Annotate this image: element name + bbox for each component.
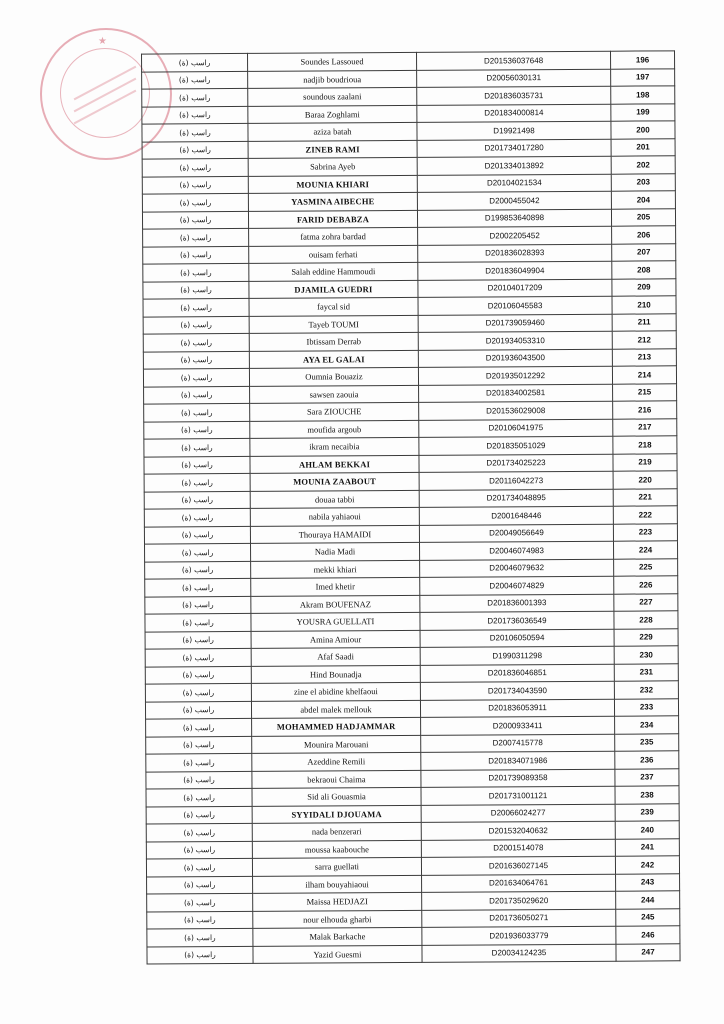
status-cell: راسب (ة) [147, 893, 253, 911]
name-cell: Akram BOUFENAZ [251, 595, 420, 614]
id-cell: D201736050271 [422, 909, 616, 928]
name-cell: sawsen zaouia [250, 385, 419, 404]
row-number-cell: 241 [615, 838, 679, 856]
status-cell: راسب (ة) [145, 701, 251, 719]
row-number-cell: 231 [614, 663, 678, 681]
name-cell: nour elhouda gharbi [253, 910, 422, 929]
id-cell: D2001648446 [419, 506, 613, 525]
name-cell: ikram necaibia [250, 437, 419, 456]
name-cell: moussa kaabouche [252, 840, 421, 859]
name-cell: aziza batah [248, 122, 417, 141]
id-cell: D201936033779 [422, 926, 616, 945]
id-cell: D2000455042 [417, 191, 611, 210]
results-table [141, 50, 681, 964]
name-cell: FARID DEBABZA [248, 210, 417, 229]
row-number-cell: 238 [615, 786, 679, 804]
name-cell: ouisam ferhati [249, 245, 418, 264]
id-cell: D199853640898 [417, 209, 611, 228]
name-cell: Sabrina Ayeb [248, 157, 417, 176]
status-cell: راسب (ة) [146, 806, 252, 824]
row-number-cell: 207 [612, 243, 676, 261]
id-cell: D201836035731 [417, 86, 611, 105]
name-cell: Amina Amiour [251, 630, 420, 649]
row-number-cell: 224 [613, 541, 677, 559]
table-row [147, 943, 680, 964]
id-cell: D201536037648 [417, 51, 611, 70]
name-cell: bekraoui Chaima [252, 770, 421, 789]
id-cell: D201536029008 [419, 401, 613, 420]
row-number-cell: 197 [611, 68, 675, 86]
row-number-cell: 236 [615, 751, 679, 769]
id-cell: D2001514078 [421, 839, 615, 858]
row-number-cell: 226 [614, 576, 678, 594]
row-number-cell: 247 [616, 943, 680, 961]
id-cell: D201734025223 [419, 454, 613, 473]
status-cell: راسب (ة) [144, 386, 250, 404]
status-cell: راسب (ة) [142, 193, 248, 211]
id-cell: D201739089358 [421, 769, 615, 788]
row-number-cell: 235 [615, 733, 679, 751]
row-number-cell: 244 [616, 891, 680, 909]
row-number-cell: 213 [612, 348, 676, 366]
id-cell: D20106050594 [420, 629, 614, 648]
id-cell: D201935012292 [418, 366, 612, 385]
id-cell: D2007415778 [421, 734, 615, 753]
name-cell: Ibtissam Derrab [249, 332, 418, 351]
name-cell: Maissa HEDJAZI [253, 892, 422, 911]
status-cell: راسب (ة) [143, 263, 249, 281]
name-cell: AHLAM BEKKAI [250, 455, 419, 474]
row-number-cell: 219 [613, 453, 677, 471]
name-cell: mekki khiari [251, 560, 420, 579]
id-cell: D201835051029 [419, 436, 613, 455]
row-number-cell: 205 [611, 208, 675, 226]
id-cell: D201334013892 [417, 156, 611, 175]
name-cell: douaa tabbi [250, 490, 419, 509]
status-cell: راسب (ة) [144, 403, 250, 421]
status-cell: راسب (ة) [145, 578, 251, 596]
status-cell: راسب (ة) [142, 123, 248, 141]
id-cell: D201836046851 [420, 664, 614, 683]
row-number-cell: 233 [614, 698, 678, 716]
name-cell: DJAMILA GUEDRI [249, 280, 418, 299]
name-cell: nadjib boudrioua [248, 70, 417, 89]
status-cell: راسب (ة) [143, 246, 249, 264]
name-cell: Soundes Lassoued [248, 52, 417, 71]
row-number-cell: 239 [615, 803, 679, 821]
name-cell: Oumnia Bouaziz [249, 367, 418, 386]
row-number-cell: 243 [616, 873, 680, 891]
status-cell: راسب (ة) [142, 141, 248, 159]
status-cell: راسب (ة) [145, 648, 251, 666]
name-cell: Tayeb TOUMI [249, 315, 418, 334]
name-cell: Malak Barkache [253, 927, 422, 946]
name-cell: Mounira Marouani [252, 735, 421, 754]
row-number-cell: 206 [612, 226, 676, 244]
row-number-cell: 201 [611, 138, 675, 156]
name-cell: YASMINA AIBECHE [248, 192, 417, 211]
status-cell: راسب (ة) [145, 631, 251, 649]
row-number-cell: 204 [611, 191, 675, 209]
status-cell: راسب (ة) [145, 666, 251, 684]
id-cell: D201834000814 [417, 104, 611, 123]
id-cell: D20104021534 [417, 174, 611, 193]
status-cell: راسب (ة) [146, 736, 252, 754]
id-cell: D20046079632 [420, 559, 614, 578]
row-number-cell: 220 [613, 471, 677, 489]
row-number-cell: 228 [614, 611, 678, 629]
id-cell: D20056030131 [417, 69, 611, 88]
name-cell: MOUNIA KHIARI [248, 175, 417, 194]
status-cell: راسب (ة) [143, 316, 249, 334]
status-cell: راسب (ة) [146, 753, 252, 771]
row-number-cell: 216 [613, 401, 677, 419]
status-cell: راسب (ة) [145, 613, 251, 631]
name-cell: zine el abidine khelfaoui [251, 682, 420, 701]
row-number-cell: 218 [613, 436, 677, 454]
name-cell: Yazid Guesmi [253, 945, 422, 964]
row-number-cell: 245 [616, 908, 680, 926]
name-cell: Sara ZIOUCHE [250, 402, 419, 421]
stamp-star-icon: ★ [98, 36, 107, 47]
row-number-cell: 246 [616, 926, 680, 944]
row-number-cell: 211 [612, 313, 676, 331]
row-number-cell: 230 [614, 646, 678, 664]
id-cell: D2000933411 [421, 716, 615, 735]
row-number-cell: 237 [615, 768, 679, 786]
id-cell: D201735029620 [422, 891, 616, 910]
id-cell: D20116042273 [419, 471, 613, 490]
id-cell: D19921498 [417, 121, 611, 140]
status-cell: راسب (ة) [145, 543, 251, 561]
id-cell: D201836028393 [418, 244, 612, 263]
name-cell: nabila yahiaoui [250, 507, 419, 526]
status-cell: راسب (ة) [145, 596, 251, 614]
row-number-cell: 202 [611, 156, 675, 174]
id-cell: D20046074829 [420, 576, 614, 595]
row-number-cell: 222 [613, 506, 677, 524]
name-cell: ZINEB RAMI [248, 140, 417, 159]
name-cell: Hind Bounadja [251, 665, 420, 684]
id-cell: D201739059460 [418, 314, 612, 333]
status-cell: راسب (ة) [144, 491, 250, 509]
status-cell: راسب (ة) [143, 333, 249, 351]
id-cell: D201836001393 [420, 594, 614, 613]
results-table-body [142, 51, 681, 964]
id-cell: D201734043590 [420, 681, 614, 700]
status-cell: راسب (ة) [142, 71, 248, 89]
id-cell: D2002205452 [418, 226, 612, 245]
status-cell: راسب (ة) [146, 788, 252, 806]
results-table-container [141, 50, 662, 960]
status-cell: راسب (ة) [143, 281, 249, 299]
status-cell: راسب (ة) [147, 911, 253, 929]
status-cell: راسب (ة) [146, 718, 252, 736]
row-number-cell: 223 [613, 523, 677, 541]
name-cell: Thouraya HAMAIDI [250, 525, 419, 544]
row-number-cell: 209 [612, 278, 676, 296]
status-cell: راسب (ة) [147, 946, 253, 964]
id-cell: D201934053310 [418, 331, 612, 350]
id-cell: D201634064761 [422, 874, 616, 893]
row-number-cell: 212 [612, 331, 676, 349]
id-cell: D201936043500 [418, 349, 612, 368]
name-cell: YOUSRA GUELLATI [251, 612, 420, 631]
id-cell: D201532040632 [421, 821, 615, 840]
row-number-cell: 225 [614, 558, 678, 576]
status-cell: راسب (ة) [142, 53, 248, 71]
name-cell: ilham bouyahiaoui [253, 875, 422, 894]
id-cell: D1990311298 [420, 646, 614, 665]
name-cell: Imed khetir [251, 577, 420, 596]
id-cell: D20046074983 [419, 541, 613, 560]
row-number-cell: 242 [615, 856, 679, 874]
status-cell: راسب (ة) [143, 228, 249, 246]
name-cell: MOHAMMED HADJAMMAR [252, 717, 421, 736]
id-cell: D201836049904 [418, 261, 612, 280]
row-number-cell: 203 [611, 173, 675, 191]
row-number-cell: 200 [611, 121, 675, 139]
name-cell: Nadia Madi [250, 542, 419, 561]
status-cell: راسب (ة) [144, 508, 250, 526]
row-number-cell: 210 [612, 296, 676, 314]
id-cell: D20104017209 [418, 279, 612, 298]
row-number-cell: 229 [614, 628, 678, 646]
status-cell: راسب (ة) [142, 106, 248, 124]
row-number-cell: 234 [615, 716, 679, 734]
status-cell: راسب (ة) [147, 876, 253, 894]
id-cell: D20049056649 [419, 524, 613, 543]
status-cell: راسب (ة) [142, 88, 248, 106]
row-number-cell: 199 [611, 103, 675, 121]
name-cell: faycal sid [249, 297, 418, 316]
id-cell: D201731001121 [421, 786, 615, 805]
row-number-cell: 196 [610, 51, 674, 69]
status-cell: راسب (ة) [143, 298, 249, 316]
row-number-cell: 208 [612, 261, 676, 279]
status-cell: راسب (ة) [145, 561, 251, 579]
status-cell: راسب (ة) [142, 158, 248, 176]
id-cell: D201836053911 [420, 699, 614, 718]
id-cell: D201736036549 [420, 611, 614, 630]
id-cell: D201636027145 [421, 856, 615, 875]
row-number-cell: 240 [615, 821, 679, 839]
status-cell: راسب (ة) [144, 421, 250, 439]
status-cell: راسب (ة) [146, 858, 252, 876]
name-cell: SYYIDALI DJOUAMA [252, 805, 421, 824]
id-cell: D201734048895 [419, 489, 613, 508]
row-number-cell: 221 [613, 488, 677, 506]
name-cell: soundous zaalani [248, 87, 417, 106]
name-cell: sarra guellati [252, 857, 421, 876]
status-cell: راسب (ة) [146, 841, 252, 859]
name-cell: moufida argoub [250, 420, 419, 439]
id-cell: D20106045583 [418, 296, 612, 315]
name-cell: abdel malek mellouk [251, 700, 420, 719]
status-cell: راسب (ة) [144, 456, 250, 474]
id-cell: D201734017280 [417, 139, 611, 158]
row-number-cell: 215 [613, 383, 677, 401]
row-number-cell: 232 [614, 681, 678, 699]
status-cell: راسب (ة) [147, 928, 253, 946]
name-cell: Azeddine Remili [252, 752, 421, 771]
name-cell: Afaf Saadi [251, 647, 420, 666]
name-cell: Sid ali Gouasmia [252, 787, 421, 806]
status-cell: راسب (ة) [145, 683, 251, 701]
row-number-cell: 198 [611, 86, 675, 104]
name-cell: AYA EL GALAI [249, 350, 418, 369]
id-cell: D20066024277 [421, 804, 615, 823]
status-cell: راسب (ة) [144, 473, 250, 491]
name-cell: Salah eddine Hammoudi [249, 262, 418, 281]
name-cell: MOUNIA ZAABOUT [250, 472, 419, 491]
status-cell: راسب (ة) [142, 176, 248, 194]
status-cell: راسب (ة) [143, 368, 249, 386]
status-cell: راسب (ة) [142, 211, 248, 229]
row-number-cell: 227 [614, 593, 678, 611]
id-cell: D20106041975 [419, 419, 613, 438]
status-cell: راسب (ة) [143, 351, 249, 369]
row-number-cell: 214 [612, 366, 676, 384]
status-cell: راسب (ة) [146, 823, 252, 841]
id-cell: D20034124235 [422, 944, 616, 963]
status-cell: راسب (ة) [146, 771, 252, 789]
name-cell: Baraa Zoghlami [248, 105, 417, 124]
status-cell: راسب (ة) [144, 438, 250, 456]
name-cell: fatma zohra bardad [249, 227, 418, 246]
name-cell: nada benzerari [252, 822, 421, 841]
row-number-cell: 217 [613, 418, 677, 436]
id-cell: D201834002581 [419, 384, 613, 403]
status-cell: راسب (ة) [144, 526, 250, 544]
id-cell: D201834071986 [421, 751, 615, 770]
